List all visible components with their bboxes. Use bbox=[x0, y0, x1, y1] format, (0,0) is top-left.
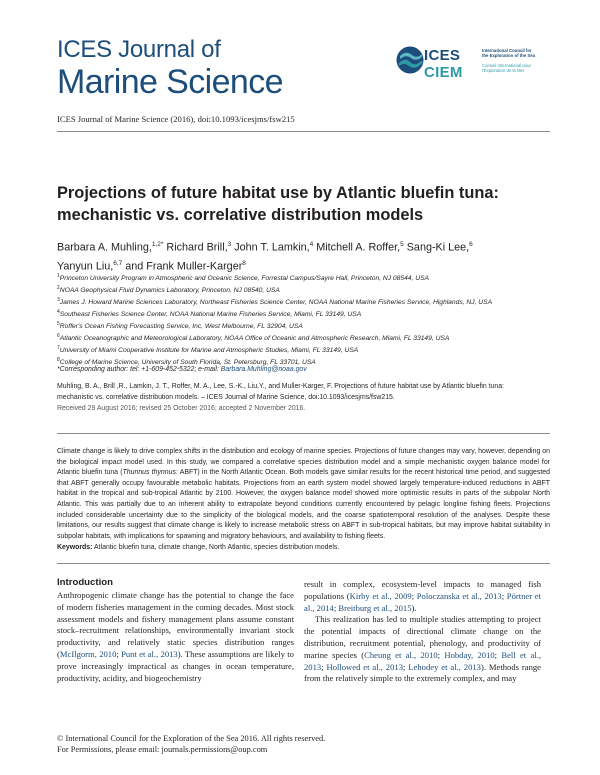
affiliation-item bbox=[57, 284, 557, 296]
permissions-line: For Permissions, please email: journals.permissions@oup.com bbox=[57, 745, 268, 754]
reference-link[interactable]: Poloczanska et al., 2013 bbox=[416, 590, 502, 601]
journal-title-line2: Marine Science bbox=[57, 63, 283, 101]
intro-right-column bbox=[304, 579, 541, 685]
reference-link[interactable]: Cheung et al., 2010 bbox=[364, 649, 438, 660]
affiliation-sup: 8 bbox=[57, 356, 60, 363]
affiliation-text: Roffer's Ocean Fishing Forecasting Service, Inc, West Melbourne, FL 32904, USA bbox=[59, 322, 303, 330]
reference-link[interactable]: McIlgorm, 2010 bbox=[59, 648, 117, 659]
author-name: Barbara A. Muhling, bbox=[57, 241, 152, 254]
body-text: ; bbox=[333, 602, 339, 613]
logo-en-line1: International Council for bbox=[482, 48, 532, 53]
body-text: result in complex, ecosystem-level impacts to managed fish populations ( bbox=[304, 579, 541, 601]
body-text: ; bbox=[501, 590, 507, 601]
affiliation-sup: 3 bbox=[57, 296, 60, 303]
affiliation-sup: 1 bbox=[57, 273, 60, 279]
body-text: ; bbox=[411, 590, 417, 601]
affiliation-sup: 2 bbox=[57, 284, 60, 291]
affiliation-text: University of Miami Cooperative Institute for Marine and Atmospheric Studies, Miami, FL 33149, USA bbox=[59, 346, 359, 354]
abstract-species: Thunnus thynnus bbox=[122, 469, 176, 477]
author-sup: 4 bbox=[309, 241, 314, 248]
author-sup: 6 bbox=[469, 241, 473, 248]
author-sup: 3 bbox=[227, 241, 232, 248]
affiliation-item bbox=[57, 272, 557, 284]
reference-link[interactable]: Pörtner et al., 2014 bbox=[304, 590, 541, 613]
logo-subtitle bbox=[482, 48, 582, 74]
journal-title-line1: ICES Journal of bbox=[57, 36, 221, 63]
body-text: ; bbox=[321, 661, 327, 672]
affiliation-item bbox=[57, 344, 557, 356]
abstract-text: Climate change is likely to drive complex shifts in the distribution and ecology of marine species. Projections of future changes may vary, however, depending on the biological impact model used. In this study, we compared a correlative species distribution model and a simple mechanistic oxygen balance model for Atlantic bluefin tuna ( bbox=[57, 448, 550, 477]
journal-citation: ICES Journal of Marine Science (2016), doi:10.1093/icesjms/fsw215 bbox=[57, 114, 295, 124]
affiliation-text: College of Marine Science, University of South Florida, St. Petersburg, FL 33701, USA bbox=[59, 358, 316, 366]
logo-wordmark bbox=[424, 48, 463, 80]
corresponding-author bbox=[57, 366, 307, 373]
logo-fr-line2: l'Exploration de la Mer bbox=[482, 68, 525, 74]
body-text: ; bbox=[116, 648, 122, 659]
body-text: This realization has led to multiple studies attempting to project the potential impacts of directional climate change on the distribution, recruitment potential, phenology, and productivity of marine species ( bbox=[304, 614, 541, 660]
author-name: Richard Brill, bbox=[166, 241, 228, 254]
affiliation-sup: 7 bbox=[57, 344, 60, 351]
abstract bbox=[57, 447, 550, 542]
affiliation-item bbox=[57, 308, 557, 320]
body-text: ). Methods range from the relatively simple to the extremely complex, and may bbox=[304, 661, 541, 684]
affiliation-item bbox=[57, 320, 557, 332]
author-name: Sang-Ki Lee, bbox=[406, 241, 470, 254]
author-sup: 1,2* bbox=[151, 241, 164, 248]
affiliation-sup: 6 bbox=[57, 332, 60, 339]
intro-paragraph bbox=[304, 614, 541, 685]
reference-link[interactable]: Kirby et al., 2009 bbox=[349, 590, 412, 601]
logo-fr-line1: Conseil International pour bbox=[482, 62, 531, 68]
section-heading: Introduction bbox=[57, 577, 113, 588]
intro-paragraph bbox=[57, 590, 294, 684]
reference-link[interactable]: Punt et al., 2013 bbox=[121, 648, 178, 659]
keywords-text: Atlantic bluefin tuna, climate change, North Atlantic, species distribution models. bbox=[92, 544, 340, 551]
article-title-line1: Projections of future habitat use by Atlantic bluefin tuna: bbox=[57, 184, 499, 202]
affiliation-sup: 4 bbox=[57, 308, 60, 315]
affiliation-text: James J. Howard Marine Sciences Laboratory, Northeast Fisheries Science Center, NOAA National Marine Fisheries Service, Highlands, NJ, USA bbox=[59, 299, 493, 307]
author-sup: 8 bbox=[242, 259, 246, 267]
article-title-line2: mechanistic vs. correlative distribution models bbox=[57, 206, 424, 224]
reference-link[interactable]: Lehodey et al., 2013 bbox=[408, 661, 481, 672]
header-divider bbox=[57, 131, 550, 132]
reference-link[interactable]: Bell et al., 2013 bbox=[304, 649, 541, 672]
cite-as: Muhling, B. A., Brill ,R., Lamkin, J. T., Roffer, M. A., Lee, S.-K., Liu,Y., and Muller-Karger, F. Projections of future habitat use by Atlantic bluefin tuna: mechanistic vs. correlative distribution models. – ICES Journal of Marine Science, doi:10.1093/icesjms/fsw215. bbox=[57, 383, 504, 401]
corresponding-email-link[interactable]: Barbara.Muhling@noaa.gov bbox=[220, 366, 307, 373]
affiliation-text: Atlantic Oceanographic and Meteorological Laboratory, NOAA Office of Oceanic and Atmospheric Research, Miami, FL 33149, USA bbox=[59, 334, 450, 342]
reference-link[interactable]: Breitburg et al., 2015 bbox=[338, 602, 412, 613]
corresponding-prefix: *Corresponding author: tel: +1-609-452-5322; e-mail: bbox=[57, 366, 221, 373]
intro-left-column bbox=[57, 577, 294, 684]
abstract-divider-top bbox=[57, 433, 550, 434]
author-name: Mitchell A. Roffer, bbox=[316, 241, 401, 254]
keywords-label: Keywords: bbox=[57, 544, 93, 551]
author-sup: 6,7 bbox=[113, 259, 123, 267]
abstract-text: : ABFT) in the North Atlantic Ocean. Both models gave similar results for the recent historical time period, and suggested that ABFT generally occupy favourable metabolic habitats. Projections from an earth system model showed largely temperature-induced reductions in ABFT habitat in the tropical and sub-tropical Atlantic by 2100. However, the oxygen balance model showed more optimistic results in parts of the subpolar North Atlantic. This was partially due to an inherent ability to extrapolate beyond conditions currently encountered by pelagic longline fishing fleets. Projections included considerable uncertainty due to the simplicity of the biological models, and the coarse spatiotemporal resolution of the analyses. Despite these limitations, our results suggest that climate change is likely to increase metabolic stress on ABFT in sub-tropical habitats, but may improve habitat suitability in subpolar habitats, with implications for spawning and migratory behaviours, and availability to fishing fleets. bbox=[57, 469, 550, 540]
author-name: John T. Lamkin, bbox=[234, 241, 310, 254]
keywords bbox=[57, 544, 550, 551]
body-text: Anthropogenic climate change has the potential to change the face of modern fisheries management in the coming decades. Most stock assessment models and fishery management plans assume constant stock–recruitment relationships, environmentally invariant stock productivity, and relatively static species distribution ranges ( bbox=[57, 590, 294, 659]
copyright-line: © International Council for the Exploration of the Sea 2016. All rights reserved. bbox=[57, 734, 326, 743]
journal-title bbox=[57, 36, 283, 101]
affiliation-text: Princeton University Program in Atmospheric and Oceanic Science, Forrestal Campus/Sayre Hall, Princeton, NJ 08544, USA bbox=[59, 275, 429, 283]
reference-link[interactable]: Hobday, 2010 bbox=[444, 649, 495, 660]
abstract-divider-bottom bbox=[57, 563, 550, 564]
body-text: ). bbox=[411, 602, 417, 613]
logo-en-line2: the Exploration of the Sea bbox=[482, 53, 536, 59]
received-dates: Received 29 August 2016; revised 25 October 2016; accepted 2 November 2016. bbox=[57, 405, 306, 412]
author-list bbox=[57, 237, 557, 274]
affiliation-item bbox=[57, 296, 557, 308]
logo-ices: ICES bbox=[424, 47, 461, 64]
author-sup: 5 bbox=[400, 241, 404, 248]
body-text: ). These assumptions are likely to prove increasingly impractical as changes in ocean temperature, productivity, acidity, and biogeochemistry bbox=[57, 648, 294, 683]
affiliation-sup: 5 bbox=[57, 320, 60, 327]
body-text: ; bbox=[437, 649, 445, 660]
body-text: ; bbox=[494, 649, 502, 660]
article-title bbox=[57, 182, 557, 226]
affiliation-list bbox=[57, 272, 557, 368]
intro-paragraph bbox=[304, 579, 541, 614]
logo-ciem: CIEM bbox=[424, 64, 463, 81]
affiliation-item bbox=[57, 332, 557, 344]
author-name: and Frank Muller-Karger bbox=[125, 260, 243, 273]
page-footer bbox=[57, 733, 325, 755]
affiliation-text: NOAA Geophysical Fluid Dynamics Laboratory, Princeton, NJ 08540, USA bbox=[59, 287, 280, 295]
author-name: Yanyun Liu, bbox=[57, 260, 114, 273]
reference-link[interactable]: Hollowed et al., 2013 bbox=[326, 661, 403, 672]
body-text: ; bbox=[403, 661, 409, 672]
affiliation-text: Southeast Fisheries Science Center, NOAA National Marine Fisheries Service, Miami, FL 33149, USA bbox=[59, 311, 362, 319]
